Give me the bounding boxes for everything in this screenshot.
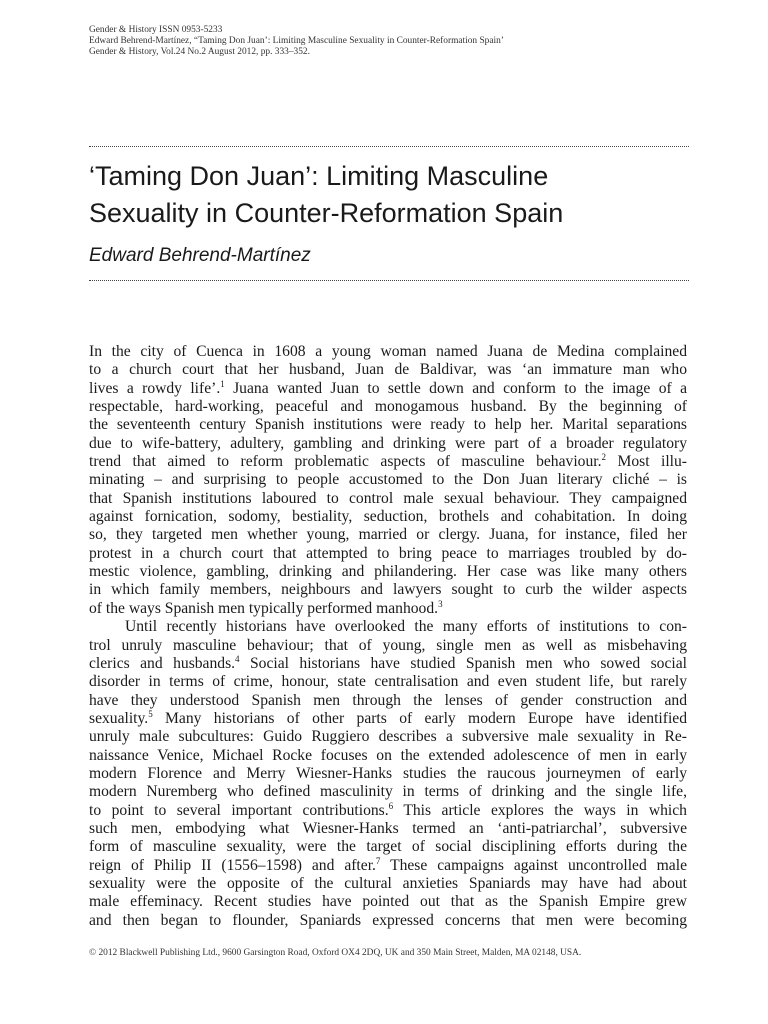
body-line-text: sexuality.: [89, 709, 149, 727]
body-line: [89, 857, 687, 875]
body-line: [89, 637, 687, 655]
body-line-text: of the ways Spanish men typically performed manhood.: [89, 599, 439, 617]
body-line: [89, 380, 687, 398]
dotted-rule-top: [89, 146, 689, 147]
body-line: [89, 416, 687, 434]
body-line: [89, 893, 687, 911]
body-line-text: Juana wanted Juan to settle down and conform to the image of a: [224, 379, 687, 397]
body-line-text: disorder in terms of crime, honour, state centralisation and even student life, but rarely: [89, 673, 687, 691]
body-line-text: Social historians have studied Spanish men who sowed social: [239, 654, 687, 672]
title-line-2: Sexuality in Counter-Reformation Spain: [89, 198, 564, 228]
body-line: [89, 435, 687, 453]
body-line-text: minating – and surprising to people accustomed to the Don Juan literary cliché – is: [89, 471, 687, 489]
body-line-text: the seventeenth century Spanish institutions were ready to help her. Marital separations: [89, 416, 687, 434]
body-line: [89, 710, 687, 728]
body-line-text: This article explores the ways in which: [393, 801, 687, 819]
body-line: [89, 673, 687, 691]
body-line: [89, 728, 687, 746]
body-line-text: Until recently historians have overlooked the many efforts of institutions to con-: [125, 618, 687, 636]
body-line: [89, 526, 687, 544]
body-line: [89, 820, 687, 838]
body-line: [89, 545, 687, 563]
footnote-ref: 7: [375, 855, 381, 866]
body-line: [89, 508, 687, 526]
body-line-text: lives a rowdy life’.: [89, 379, 221, 397]
body-line-text: to point to several important contributions.: [89, 801, 389, 819]
body-line-text: mestic violence, gambling, drinking and philandering. Her case was like many others: [89, 563, 687, 581]
body-line-text: Many historians of other parts of early modern Europe have identified: [152, 709, 687, 727]
body-line-text: unruly male subcultures: Guido Ruggiero describes a subversive male sexuality in Re-: [89, 728, 687, 746]
body-line-text: These campaigns against uncontrolled male: [380, 856, 687, 874]
footnote-ref: 4: [235, 653, 240, 664]
journal-header: [89, 25, 689, 58]
footnote-ref: 1: [220, 378, 225, 389]
body-line: [89, 802, 687, 820]
article-body: [89, 343, 687, 930]
body-line: [89, 655, 687, 673]
body-line-text: naissance Venice, Michael Rocke focuses on the extended adolescence of men in early: [89, 746, 687, 764]
body-line-text: Most illu-: [605, 453, 687, 471]
body-line: [89, 838, 687, 856]
body-line: [89, 563, 687, 581]
author-name: Edward Behrend-Martínez: [89, 245, 311, 266]
article-title: [89, 158, 699, 232]
body-line-text: modern Florence and Merry Wiesner-Hanks studies the raucous journeymen of early: [89, 764, 687, 782]
body-line: [89, 747, 687, 765]
article-citation: Edward Behrend-Martínez, “Taming Don Juan’: Limiting Masculine Sexuality in Counter-Reformation Spain’: [89, 36, 504, 46]
body-line-text: in which family members, neighbours and lawyers sought to curb the wilder aspects: [89, 581, 687, 599]
body-line: [89, 471, 687, 489]
body-line-text: against fornication, sodomy, bestiality, seduction, brothels and cohabitation. In doing: [89, 508, 687, 526]
body-line: [89, 618, 687, 636]
body-line-text: form of masculine sexuality, were the target of social disciplining efforts during the: [89, 838, 687, 856]
dotted-rule-bottom: [89, 280, 689, 281]
body-line-text: that Spanish institutions laboured to control male sexual behaviour. They campaigned: [89, 489, 687, 507]
body-line: [89, 453, 687, 471]
body-line: [89, 783, 687, 801]
body-line: [89, 581, 687, 599]
body-line-text: so, they targeted men whether young, married or clergy. Juana, for instance, filed her: [89, 526, 687, 544]
body-line: [89, 398, 687, 416]
footnote-ref: 6: [388, 800, 394, 811]
body-line-text: clerics and husbands.: [89, 654, 236, 672]
body-line: [89, 875, 687, 893]
journal-issn: Gender & History ISSN 0953-5233: [89, 25, 223, 35]
body-line: [89, 490, 687, 508]
body-line-text: trend that aimed to reform problematic aspects of masculine behaviour.: [89, 453, 602, 471]
issue-info: Gender & History, Vol.24 No.2 August 2012, pp. 333–352.: [89, 47, 310, 57]
footnote-ref: 3: [438, 598, 443, 609]
body-line: [89, 765, 687, 783]
body-line-text: reign of Philip II (1556–1598) and after.: [89, 856, 376, 874]
footnote-ref: 2: [601, 452, 606, 463]
body-line: [89, 912, 687, 930]
body-line-text: modern Nuremberg who defined masculinity in terms of drinking and the single life,: [89, 783, 687, 801]
body-line-text: trol unruly masculine behaviour; that of young, single men as well as misbehaving: [89, 636, 687, 654]
body-line: [89, 361, 687, 379]
footnote-ref: 5: [148, 708, 153, 719]
body-line-text: respectable, hard-working, peaceful and monogamous husband. By the beginning of: [89, 398, 687, 416]
body-line: [89, 343, 687, 361]
copyright-footer: © 2012 Blackwell Publishing Ltd., 9600 Garsington Road, Oxford OX4 2DQ, UK and 350 Main Street, Malden, MA 02148, USA.: [89, 948, 582, 958]
body-line-text: due to wife-battery, adultery, gambling and drinking were part of a broader regulatory: [89, 434, 687, 452]
body-line-text: and then began to flounder, Spaniards expressed concerns that men were becoming: [89, 911, 687, 929]
body-line: [89, 692, 687, 710]
body-line-text: have they understood Spanish men through the lenses of gender construction and: [89, 691, 687, 709]
title-line-1: ‘Taming Don Juan’: Limiting Masculine: [89, 161, 549, 191]
body-line-text: such men, embodying what Wiesner-Hanks termed an ‘anti-patriarchal’, subversive: [89, 819, 687, 837]
body-line-text: male effeminacy. Recent studies have pointed out that as the Spanish Empire grew: [89, 893, 687, 911]
body-line-text: protest in a church court that attempted to bring peace to marriages troubled by do-: [89, 544, 687, 562]
body-line-text: sexuality were the opposite of the cultural anxieties Spaniards may have had about: [89, 874, 687, 892]
body-line: [89, 600, 687, 618]
body-line-text: In the city of Cuenca in 1608 a young woman named Juana de Medina complained: [89, 343, 687, 360]
body-line-text: to a church court that her husband, Juan de Baldivar, was ‘an immature man who: [89, 361, 687, 379]
